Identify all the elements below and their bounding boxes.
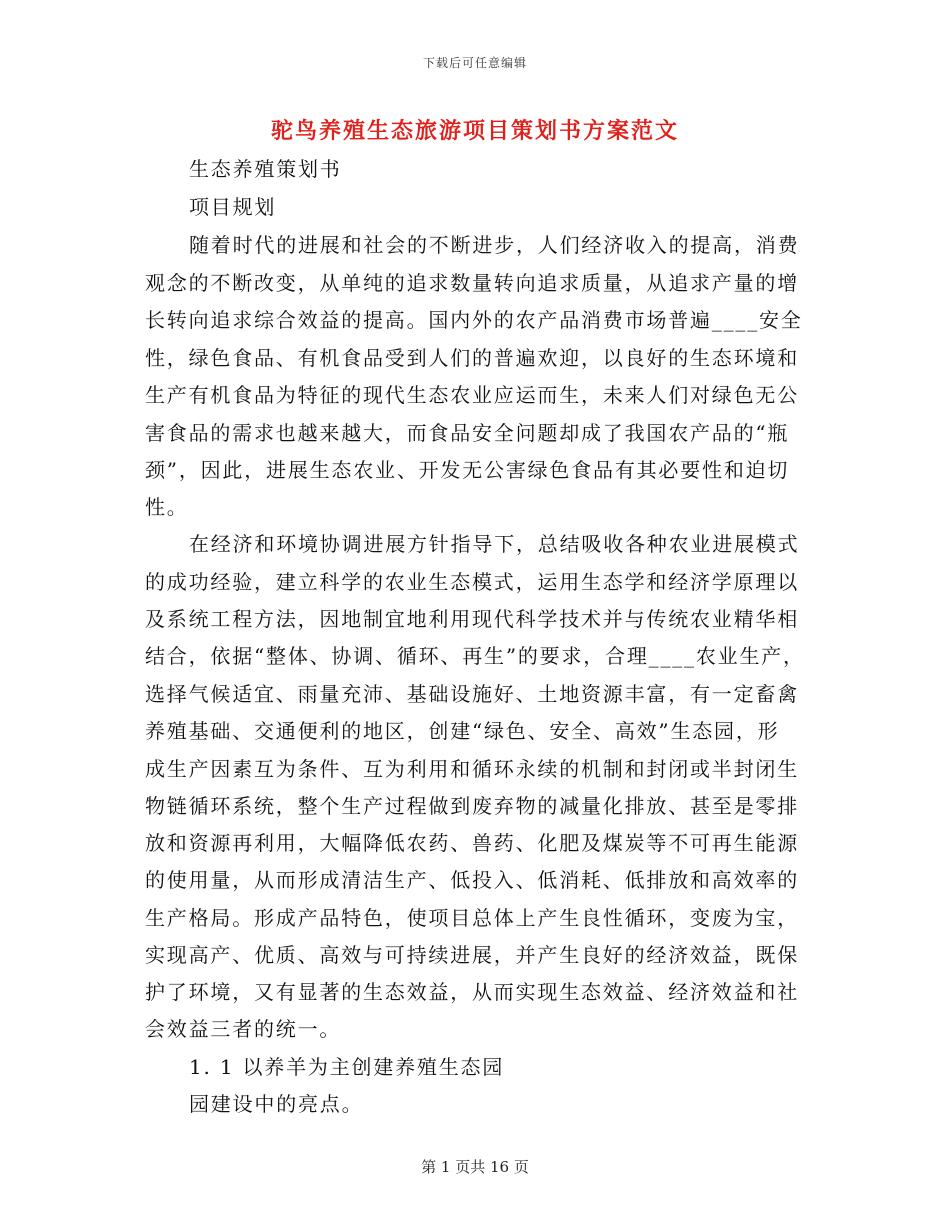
paragraph-line: 随着时代的进展和社会的不断进步，人们经济收入的提高，消费 <box>189 233 800 257</box>
paragraph-line: 放和资源再利用，大幅降低农药、兽药、化肥及煤炭等不可再生能源 <box>145 831 799 855</box>
paragraph-line: 结合，依据“整体、协调、循环、再生”的要求，合理____农业生产， <box>145 644 805 668</box>
paragraph-line: 护了环境，又有显著的生态效益，从而实现生态效益、经济效益和社 <box>145 980 799 1004</box>
paragraph-line: 会效益三者的统一。 <box>145 1017 342 1041</box>
header-note: 下载后可任意编辑 <box>422 56 527 70</box>
section-heading: 项目规划 <box>189 195 277 219</box>
paragraph-line: 观念的不断改变，从单纯的追求数量转向追求质量，从追求产量的增 <box>145 271 799 295</box>
paragraph-line: 及系统工程方法，因地制宜地利用现代科学技术并与传统农业精华相 <box>145 607 799 631</box>
paragraph-line: 生产格局。形成产品特色，使项目总体上产生良性循环，变废为宝， <box>145 906 799 930</box>
document-title: 驼鸟养殖生态旅游项目策划书方案范文 <box>270 118 679 144</box>
document-subtitle: 生态养殖策划书 <box>189 157 342 181</box>
paragraph-line: 园建设中的亮点。 <box>189 1092 364 1116</box>
paragraph-line: 物链循环系统，整个生产过程做到废弃物的减量化排放、甚至是零排 <box>145 794 799 818</box>
paragraph-line: 选择气候适宜、雨量充沛、基础设施好、土地资源丰富，有一定畜禽 <box>145 682 799 706</box>
paragraph-line: 长转向追求综合效益的提高。国内外的农产品消费市场普遍____安全 <box>145 308 803 332</box>
paragraph-line: 实现高产、优质、高效与可持续进展，并产生良好的经济效益，既保 <box>145 943 799 967</box>
paragraph-line: 的成功经验，建立科学的农业生态模式，运用生态学和经济学原理以 <box>145 570 799 594</box>
paragraph-line: 性。 <box>145 495 189 519</box>
paragraph-line: 害食品的需求也越来越大，而食品安全问题却成了我国农产品的“瓶 <box>145 421 790 445</box>
paragraph-line: 的使用量，从而形成清洁生产、低投入、低消耗、低排放和高效率的 <box>145 868 799 892</box>
paragraph-line: 成生产因素互为条件、互为利用和循环永续的机制和封闭或半封闭生 <box>145 757 799 781</box>
paragraph-line: 养殖基础、交通便利的地区，创建“绿色、安全、高效”生态园，形 <box>145 719 780 743</box>
paragraph-line: 性，绿色食品、有机食品受到人们的普遍欢迎，以良好的生态环境和 <box>145 346 799 370</box>
paragraph-line: 在经济和环境协调进展方针指导下，总结吸收各种农业进展模式 <box>189 532 800 556</box>
subsection-heading: 1. 1 以养羊为主创建养殖生态园 <box>189 1055 505 1079</box>
paragraph-line: 生产有机食品为特征的现代生态农业应运而生，未来人们对绿色无公 <box>145 383 799 407</box>
paragraph-line: 颈”，因此，进展生态农业、开发无公害绿色食品有其必要性和迫切 <box>145 458 790 482</box>
page-number: 第 1 页共 16 页 <box>421 1158 529 1176</box>
